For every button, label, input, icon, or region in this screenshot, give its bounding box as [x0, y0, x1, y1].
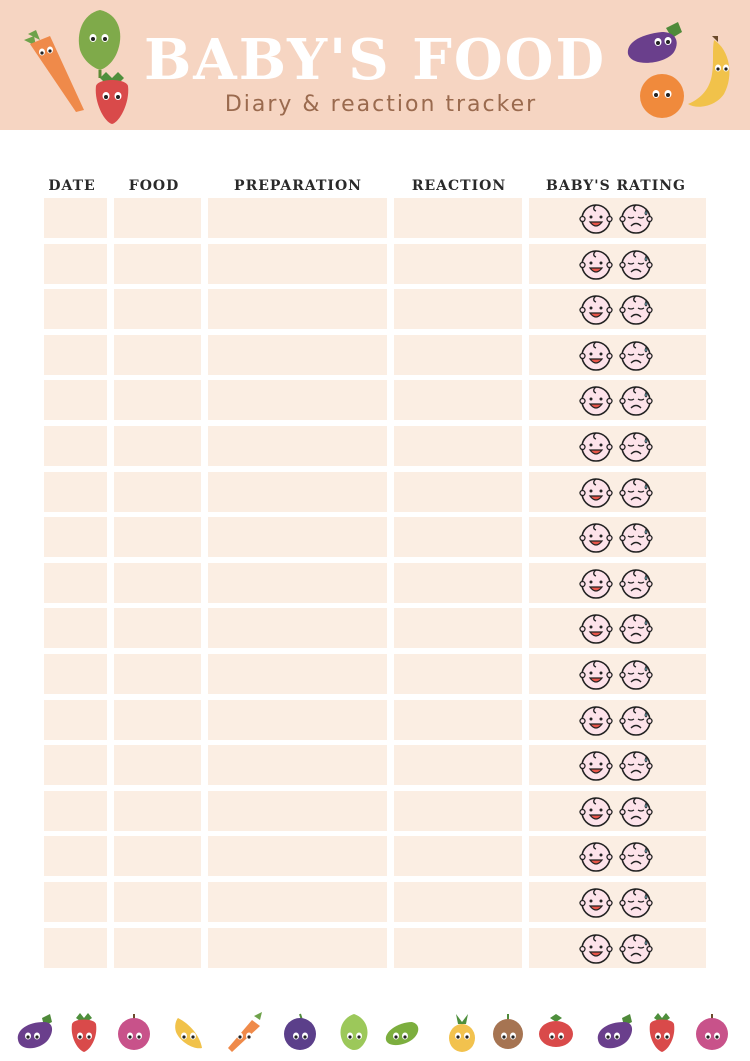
reaction-cell[interactable]: [394, 836, 522, 876]
cucumber-icon: [382, 1012, 422, 1056]
food-cell[interactable]: [114, 654, 201, 694]
preparation-cell[interactable]: [208, 198, 387, 238]
sad-baby-face-icon[interactable]: [619, 201, 653, 235]
orange-icon: [636, 70, 690, 120]
happy-baby-face-icon[interactable]: [579, 657, 613, 691]
reaction-cell[interactable]: [394, 563, 522, 603]
sad-baby-face-icon[interactable]: [619, 429, 653, 463]
reaction-cell[interactable]: [394, 380, 522, 420]
rating-cell[interactable]: [529, 928, 706, 968]
banana-icon: [170, 1012, 210, 1056]
preparation-cell[interactable]: [208, 517, 387, 557]
sad-baby-face-icon[interactable]: [619, 748, 653, 782]
preparation-cell[interactable]: [208, 836, 387, 876]
food-cell[interactable]: [114, 745, 201, 785]
strawberry-icon: [66, 1012, 106, 1056]
happy-baby-face-icon[interactable]: [579, 247, 613, 281]
preparation-cell[interactable]: [208, 791, 387, 831]
table-row: [0, 289, 750, 329]
eggplant-icon: [14, 1012, 54, 1056]
table-row: [0, 791, 750, 831]
date-cell[interactable]: [44, 380, 107, 420]
rating-cell[interactable]: [529, 472, 706, 512]
reaction-cell[interactable]: [394, 928, 522, 968]
sad-baby-face-icon[interactable]: [619, 383, 653, 417]
table-row: [0, 608, 750, 648]
reaction-cell[interactable]: [394, 289, 522, 329]
reaction-cell[interactable]: [394, 745, 522, 785]
sad-baby-face-icon[interactable]: [619, 292, 653, 326]
happy-baby-face-icon[interactable]: [579, 566, 613, 600]
sad-baby-face-icon[interactable]: [619, 520, 653, 554]
column-header-food: FOOD: [128, 178, 180, 194]
onion-icon: [116, 1012, 156, 1056]
happy-baby-face-icon[interactable]: [579, 292, 613, 326]
date-cell[interactable]: [44, 289, 107, 329]
preparation-cell[interactable]: [208, 745, 387, 785]
date-cell[interactable]: [44, 745, 107, 785]
food-cell[interactable]: [114, 791, 201, 831]
happy-baby-face-icon[interactable]: [579, 611, 613, 645]
rating-cell[interactable]: [529, 608, 706, 648]
table-row: [0, 335, 750, 375]
preparation-cell[interactable]: [208, 654, 387, 694]
page-subtitle: Diary & reaction tracker: [224, 92, 538, 117]
date-cell[interactable]: [44, 335, 107, 375]
sad-baby-face-icon[interactable]: [619, 475, 653, 509]
preparation-cell[interactable]: [208, 700, 387, 740]
food-cell[interactable]: [114, 198, 201, 238]
date-cell[interactable]: [44, 608, 107, 648]
plum-icon: [282, 1012, 322, 1056]
food-cell[interactable]: [114, 836, 201, 876]
food-cell[interactable]: [114, 700, 201, 740]
table-row: [0, 380, 750, 420]
sad-baby-face-icon[interactable]: [619, 611, 653, 645]
food-cell[interactable]: [114, 563, 201, 603]
sad-baby-face-icon[interactable]: [619, 931, 653, 965]
happy-baby-face-icon[interactable]: [579, 794, 613, 828]
rating-cell[interactable]: [529, 563, 706, 603]
table-row: [0, 836, 750, 876]
food-cell[interactable]: [114, 289, 201, 329]
happy-baby-face-icon[interactable]: [579, 429, 613, 463]
preparation-cell[interactable]: [208, 380, 387, 420]
happy-baby-face-icon[interactable]: [579, 520, 613, 554]
rating-cell[interactable]: [529, 700, 706, 740]
sad-baby-face-icon[interactable]: [619, 657, 653, 691]
spinach-leaf-icon: [336, 1012, 376, 1056]
table-row: [0, 244, 750, 284]
happy-baby-face-icon[interactable]: [579, 475, 613, 509]
happy-baby-face-icon[interactable]: [579, 703, 613, 737]
date-cell[interactable]: [44, 700, 107, 740]
rating-cell[interactable]: [529, 198, 706, 238]
happy-baby-face-icon[interactable]: [579, 383, 613, 417]
rating-cell[interactable]: [529, 882, 706, 922]
header-banner: [0, 0, 750, 130]
preparation-cell[interactable]: [208, 882, 387, 922]
food-cell[interactable]: [114, 928, 201, 968]
date-cell[interactable]: [44, 426, 107, 466]
table-row: [0, 426, 750, 466]
happy-baby-face-icon[interactable]: [579, 839, 613, 873]
food-cell[interactable]: [114, 335, 201, 375]
rating-cell[interactable]: [529, 791, 706, 831]
reaction-cell[interactable]: [394, 791, 522, 831]
table-row: [0, 745, 750, 785]
reaction-cell[interactable]: [394, 335, 522, 375]
date-cell[interactable]: [44, 244, 107, 284]
preparation-cell[interactable]: [208, 244, 387, 284]
reaction-cell[interactable]: [394, 198, 522, 238]
preparation-cell[interactable]: [208, 426, 387, 466]
preparation-cell[interactable]: [208, 335, 387, 375]
eggplant-icon: [594, 1012, 634, 1056]
spinach-leaf-icon: [74, 6, 126, 80]
rating-cell[interactable]: [529, 836, 706, 876]
rating-cell[interactable]: [529, 745, 706, 785]
carrot-icon: [226, 1012, 266, 1056]
preparation-cell[interactable]: [208, 289, 387, 329]
sad-baby-face-icon[interactable]: [619, 703, 653, 737]
table-row: [0, 882, 750, 922]
strawberry-icon: [92, 70, 132, 126]
food-cell[interactable]: [114, 244, 201, 284]
date-cell[interactable]: [44, 563, 107, 603]
table-row: [0, 654, 750, 694]
reaction-cell[interactable]: [394, 472, 522, 512]
preparation-cell[interactable]: [208, 472, 387, 512]
date-cell[interactable]: [44, 836, 107, 876]
happy-baby-face-icon[interactable]: [579, 338, 613, 372]
date-cell[interactable]: [44, 198, 107, 238]
rating-cell[interactable]: [529, 380, 706, 420]
reaction-cell[interactable]: [394, 700, 522, 740]
reaction-cell[interactable]: [394, 517, 522, 557]
happy-baby-face-icon[interactable]: [579, 885, 613, 919]
table-row: [0, 928, 750, 968]
kiwi-icon: [490, 1012, 530, 1056]
date-cell[interactable]: [44, 654, 107, 694]
reaction-cell[interactable]: [394, 608, 522, 648]
tomato-icon: [538, 1012, 578, 1056]
date-cell[interactable]: [44, 928, 107, 968]
onion-icon: [694, 1012, 734, 1056]
column-header-date: DATE: [48, 178, 96, 194]
table-row: [0, 198, 750, 238]
food-cell[interactable]: [114, 380, 201, 420]
rating-cell[interactable]: [529, 654, 706, 694]
date-cell[interactable]: [44, 791, 107, 831]
reaction-cell[interactable]: [394, 882, 522, 922]
date-cell[interactable]: [44, 517, 107, 557]
rating-cell[interactable]: [529, 289, 706, 329]
happy-baby-face-icon[interactable]: [579, 748, 613, 782]
happy-baby-face-icon[interactable]: [579, 931, 613, 965]
sad-baby-face-icon[interactable]: [619, 247, 653, 281]
reaction-cell[interactable]: [394, 426, 522, 466]
banana-icon: [682, 32, 738, 112]
table-row: [0, 472, 750, 512]
food-cell[interactable]: [114, 426, 201, 466]
food-cell[interactable]: [114, 472, 201, 512]
table-row: [0, 517, 750, 557]
table-row: [0, 700, 750, 740]
rating-cell[interactable]: [529, 244, 706, 284]
pineapple-icon: [444, 1012, 484, 1056]
preparation-cell[interactable]: [208, 563, 387, 603]
eggplant-icon: [622, 20, 688, 74]
sad-baby-face-icon[interactable]: [619, 839, 653, 873]
strawberry-icon: [644, 1012, 684, 1056]
food-cell[interactable]: [114, 882, 201, 922]
preparation-cell[interactable]: [208, 928, 387, 968]
sad-baby-face-icon[interactable]: [619, 338, 653, 372]
column-header-babys-rating: BABY'S RATING: [546, 178, 686, 194]
sad-baby-face-icon[interactable]: [619, 566, 653, 600]
column-header-preparation: PREPARATION: [234, 178, 362, 194]
rating-cell[interactable]: [529, 426, 706, 466]
sad-baby-face-icon[interactable]: [619, 885, 653, 919]
preparation-cell[interactable]: [208, 608, 387, 648]
date-cell[interactable]: [44, 882, 107, 922]
column-header-reaction: REACTION: [411, 178, 507, 194]
date-cell[interactable]: [44, 472, 107, 512]
rating-cell[interactable]: [529, 517, 706, 557]
food-cell[interactable]: [114, 608, 201, 648]
sad-baby-face-icon[interactable]: [619, 794, 653, 828]
rating-cell[interactable]: [529, 335, 706, 375]
happy-baby-face-icon[interactable]: [579, 201, 613, 235]
table-row: [0, 563, 750, 603]
reaction-cell[interactable]: [394, 654, 522, 694]
page-title: BABY'S FOOD: [143, 27, 607, 93]
reaction-cell[interactable]: [394, 244, 522, 284]
food-cell[interactable]: [114, 517, 201, 557]
